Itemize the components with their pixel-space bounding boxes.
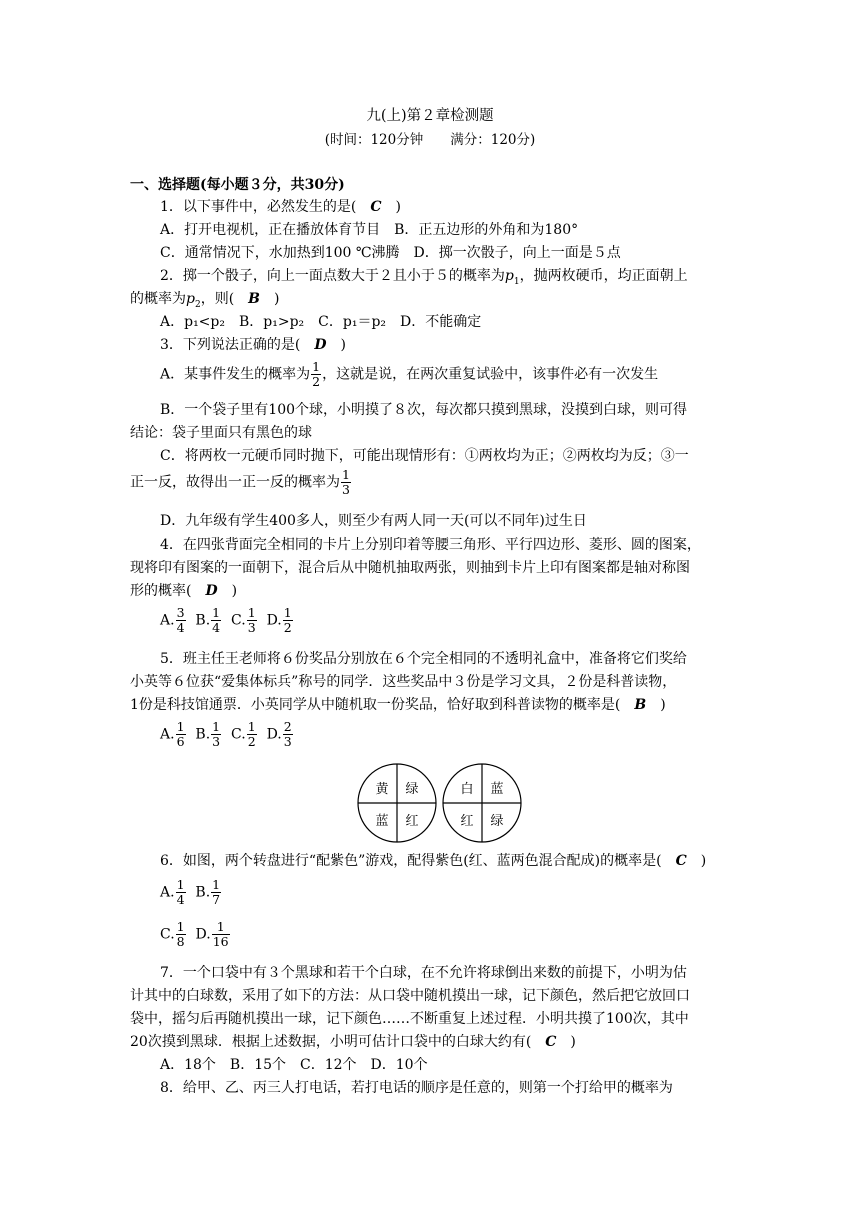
fraction: $\frac{1}{3}$	[212, 719, 221, 749]
question-1-options-cd: C．通常情况下，水加热到100 ℃沸腾 D．掷一次骰子，向上一面是５点	[160, 245, 621, 261]
question-7-line-2: 计其中的白球数，采用了如下的方法：从口袋中随机摸出一球，记下颜色，然后把它放回口	[130, 988, 690, 1004]
answer-4: D	[205, 583, 218, 599]
question-3-option-d: D．九年级有学生400多人，则至少有两人同一天(可以不同年)过生日	[160, 513, 587, 529]
spinner-2-top-right: 蓝	[490, 782, 504, 797]
page-title: 九(上)第２章检测题	[366, 108, 494, 124]
question-6: 6．如图，两个转盘进行“配紫色”游戏，配得紫色(红、蓝两色混合配成)的概率是( C )	[160, 853, 707, 869]
question-7-line-3: 袋中，摇匀后再随机摸出一球，记下颜色……不断重复上述过程．小明共摸了100次，其中	[130, 1011, 689, 1027]
fraction: $\frac{1}{16}$	[212, 919, 229, 949]
spinner-1-top-right: 绿	[405, 782, 419, 797]
answer-3: D	[314, 337, 327, 353]
question-4-line-1: 4．在四张背面完全相同的卡片上分别印着等腰三角形、平行四边形、菱形、圆的图案，	[160, 537, 701, 553]
fraction: $\frac{1}{7}$	[212, 877, 221, 907]
spinner-2-bottom-left: 红	[460, 814, 474, 829]
page-subtitle: (时间：120分钟 满分：120分)	[324, 132, 536, 148]
answer-6: C	[675, 853, 687, 869]
question-7-line-4: 20次摸到黑球．根据上述数据，小明可估计口袋中的白球大约有( C )	[130, 1034, 576, 1050]
fraction: $\frac{1}{3}$	[342, 467, 350, 497]
question-6-options-ab: A. $\frac{1}{4}$ B. $\frac{1}{7}$	[160, 877, 221, 907]
fraction: $\frac{1}{4}$	[176, 877, 185, 907]
spinner-2-bottom-right: 绿	[490, 814, 504, 829]
section-heading: 一、选择题(每小题３分，共30分)	[130, 177, 345, 193]
spinner-2	[443, 764, 521, 842]
fraction: $\frac{2}{3}$	[283, 719, 292, 749]
spinner-2-top-left: 白	[460, 782, 474, 797]
spinner-1-bottom-left: 蓝	[375, 814, 389, 829]
question-8-line-1: 8．给甲、乙、丙三人打电话，若打电话的顺序是任意的，则第一个打给甲的概率为	[160, 1080, 673, 1096]
spinner-1	[358, 764, 436, 842]
fraction: $\frac{1}{8}$	[176, 919, 185, 949]
question-5-line-2: 小英等６位获“爱集体标兵”称号的同学．这些奖品中３份是学习文具，２份是科普读物，	[130, 674, 677, 690]
question-5-options: A. $\frac{1}{6}$ B. $\frac{1}{3}$ C. $\frac{1}{2}$ D. $\frac{2}{3}$	[160, 719, 292, 749]
fraction: $\frac{1}{6}$	[176, 719, 185, 749]
question-7-options: A．18个 B．15个 C．12个 D．10个	[160, 1057, 428, 1073]
question-3-option-c-line-1: C．将两枚一元硬币同时抛下，可能出现情形有：①两枚均为正；②两枚均为反；③一	[160, 448, 689, 464]
question-4-line-3: 形的概率( D )	[130, 583, 238, 599]
question-2-options: A．p₁<p₂ B．p₁>p₂ C．p₁＝p₂ D．不能确定	[160, 314, 482, 330]
fraction: $\frac{1}{2}$	[247, 719, 256, 749]
question-6-options-cd: C. $\frac{1}{8}$ D. $\frac{1}{16}$	[160, 919, 229, 949]
question-4-options: A. $\frac{3}{4}$ B. $\frac{1}{4}$ C. $\frac{1}{3}$ D. $\frac{1}{2}$	[160, 605, 292, 635]
fraction: $\frac{3}{4}$	[176, 605, 185, 635]
question-4-line-2: 现将印有图案的一面朝下，混合后从中随机抽取两张，则抽到卡片上印有图案都是轴对称图	[130, 560, 690, 576]
fraction: $\frac{1}{3}$	[247, 605, 256, 635]
question-5-line-1: 5．班主任王老师将６份奖品分别放在６个完全相同的不透明礼盒中，准备将它们奖给	[160, 651, 687, 667]
question-2-line-2: 的概率为$p_2$，则( B )	[130, 291, 280, 310]
question-3: 3．下列说法正确的是( D )	[160, 337, 346, 353]
question-7-line-1: 7．一个口袋中有３个黑球和若干个白球，在不允许将球倒出来数的前提下，小明为估	[160, 965, 687, 981]
spinner-figure	[354, 762, 526, 844]
question-3-option-a: A．某事件发生的概率为 $\frac{1}{2}$ ，这就是说，在两次重复试验中，该事件必有一次发生	[160, 359, 659, 389]
answer-1: C	[370, 199, 382, 215]
question-3-option-b-line-1: B．一个袋子里有100个球，小明摸了８次，每次都只摸到黑球，没摸到白球，则可得	[160, 402, 688, 418]
question-3-option-c-line-2: 正一反，故得出一正一反的概率为 $\frac{1}{3}$	[130, 467, 350, 497]
fraction: $\frac{1}{2}$	[312, 359, 321, 389]
question-1-options-ab: A．打开电视机，正在播放体育节目 B．正五边形的外角和为180°	[160, 222, 579, 238]
spinner-1-bottom-right: 红	[405, 814, 419, 829]
question-2-line-1: 2．掷一个骰子，向上一面点数大于２且小于５的概率为$p_1$，抛两枚硬币，均正面朝上	[160, 268, 688, 287]
fraction: $\frac{1}{2}$	[283, 605, 292, 635]
answer-5: B	[634, 697, 647, 713]
question-5-line-3: 1份是科技馆通票．小英同学从中随机取一份奖品，恰好取到科普读物的概率是( B )	[130, 697, 666, 713]
fraction: $\frac{1}{4}$	[212, 605, 221, 635]
question-1: 1．以下事件中，必然发生的是( C )	[160, 199, 401, 215]
spinner-1-top-left: 黄	[375, 782, 389, 797]
answer-7: C	[545, 1034, 557, 1050]
question-3-option-b-line-2: 结论：袋子里面只有黑色的球	[130, 425, 312, 441]
answer-2: B	[248, 291, 261, 307]
